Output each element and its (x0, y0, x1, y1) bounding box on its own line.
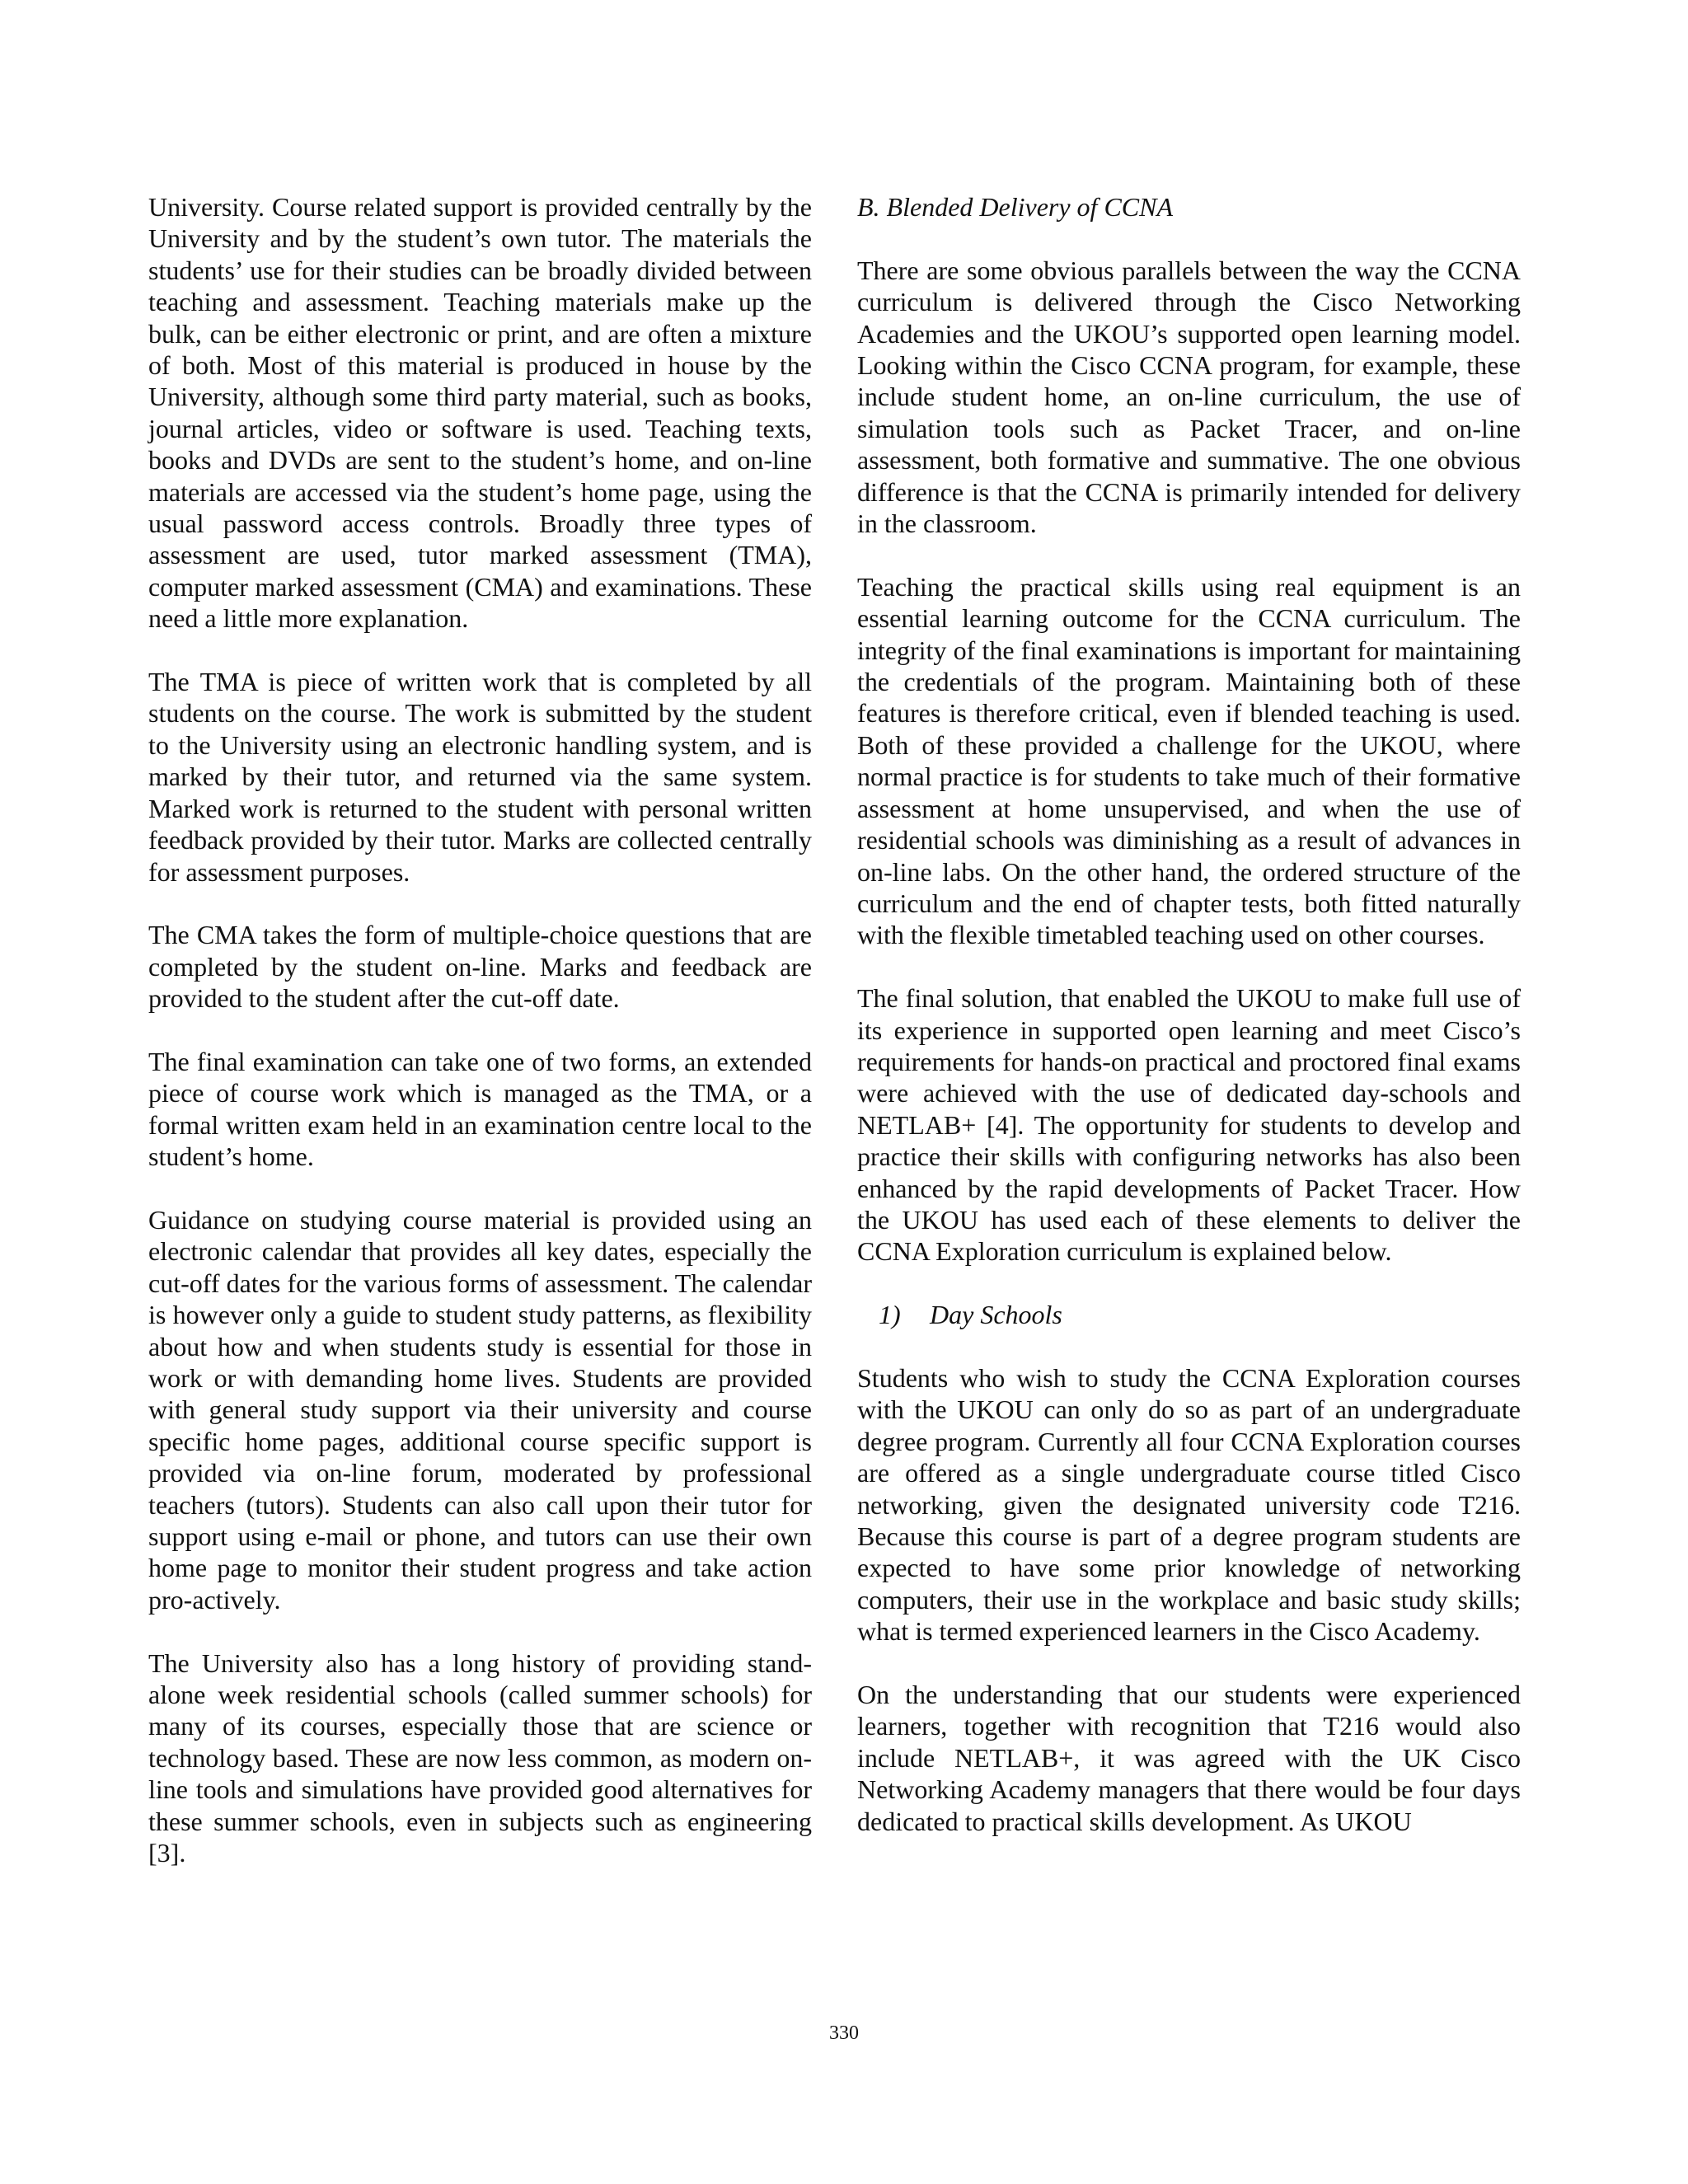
body-paragraph: University. Course related support is provided centrally by the University and by the student’s own tutor. The materials the students’ use for their studies can be broadly divided between teaching and assessment. Teaching materials make up the bulk, can be either electronic or print, and are often a mixture of both. Most of this material is produced in house by the University, although some third party material, such as books, journal articles, video or software is used. Teaching texts, books and DVDs are sent to the student’s home, and on-line materials are accessed via the student’s home page, using the usual password access controls. Broadly three types of assessment are used, tutor marked assessment (TMA), computer marked assessment (CMA) and examinations. These need a little more explanation. (148, 192, 812, 634)
subsection-number: 1) (879, 1300, 901, 1330)
subsection-title: Day Schools (930, 1300, 1062, 1330)
body-paragraph: The University also has a long history of providing stand-alone week residential schools (called summer schools) for many of its courses, especially those that are science or technology based. These are now less common, as modern on-line tools and simulations have provided good alternatives for these summer schools, even in subjects such as engineering [3]. (148, 1647, 812, 1868)
body-paragraph: There are some obvious parallels between the way the CCNA curriculum is delivered through the Cisco Networking Academies and the UKOU’s supported open learning model. Looking within the Cisco CCNA program, for example, these include student home, an on-line curriculum, the use of simulation tools such as Packet Tracer, and on-line assessment, both formative and summative. The one obvious difference is that the CCNA is primarily intended for delivery in the classroom. (857, 255, 1521, 539)
body-paragraph: The CMA takes the form of multiple-choice questions that are completed by the student on-line. Marks and feedback are provided to the student after the cut-off date. (148, 920, 812, 1014)
subsection-heading (857, 1299, 1521, 1330)
body-paragraph: Guidance on studying course material is provided using an electronic calendar that provides all key dates, especially the cut-off dates for the various forms of assessment. The calendar is however only a guide to student study patterns, as flexibility about how and when students study is essential for those in work or with demanding home lives. Students are provided with general study support via their university and course specific home pages, additional course specific support is provided via on-line forum, moderated by professional teachers (tutors). Students can also call upon their tutor for support using e-mail or phone, and tutors can use their own home page to monitor their student progress and take action pro-actively. (148, 1204, 812, 1615)
section-heading: B. Blended Delivery of CCNA (857, 192, 1174, 222)
body-paragraph: The TMA is piece of written work that is completed by all students on the course. The work is submitted by the student to the University using an electronic handling system, and is marked by their tutor, and returned via the same system. Marked work is returned to the student with personal written feedback provided by their tutor. Marks are collected centrally for assessment purposes. (148, 667, 812, 887)
right-column (857, 191, 1521, 1837)
body-paragraph: Teaching the practical skills using real equipment is an essential learning outcome for the CCNA curriculum. The integrity of the final examinations is important for maintaining the credentials of the program. Maintaining both of these features is therefore critical, even if blended teaching is used. Both of these provided a challenge for the UKOU, where normal practice is for students to take much of their formative assessment at home unsupervised, and when the use of residential schools was diminishing as a result of advances in on-line labs. On the other hand, the ordered structure of the curriculum and the end of chapter tests, both fitted naturally with the flexible timetabled teaching used on other courses. (857, 571, 1521, 950)
body-paragraph: The final examination can take one of two forms, an extended piece of course work which is managed as the TMA, or a formal written exam held in an examination centre local to the student’s home. (148, 1046, 812, 1172)
left-column (148, 191, 812, 1868)
body-paragraph: The final solution, that enabled the UKOU to make full use of its experience in supported open learning and meet Cisco’s requirements for hands-on practical and proctored final exams were achieved with the use of dedicated day-schools and NETLAB+ [4]. The opportunity for students to develop and practice their skills with configuring networks has also been enhanced by the rapid developments of Packet Tracer. How the UKOU has used each of these elements to deliver the CCNA Exploration curriculum is explained below. (857, 983, 1521, 1267)
body-paragraph: Students who wish to study the CCNA Exploration courses with the UKOU can only do so as part of an undergraduate degree program. Currently all four CCNA Exploration courses are offered as a single undergraduate course titled Cisco networking, given the designated university code T216. Because this course is part of a degree program students are expected to have some prior knowledge of networking computers, their use in the workplace and basic study skills; what is termed experienced learners in the Cisco Academy. (857, 1362, 1521, 1647)
page-number: 330 (829, 2022, 859, 2044)
body-paragraph: On the understanding that our students were experienced learners, together with recognition that T216 would also include NETLAB+, it was agreed with the UK Cisco Networking Academy managers that there would be four days dedicated to practical skills development. As UKOU (857, 1680, 1521, 1836)
